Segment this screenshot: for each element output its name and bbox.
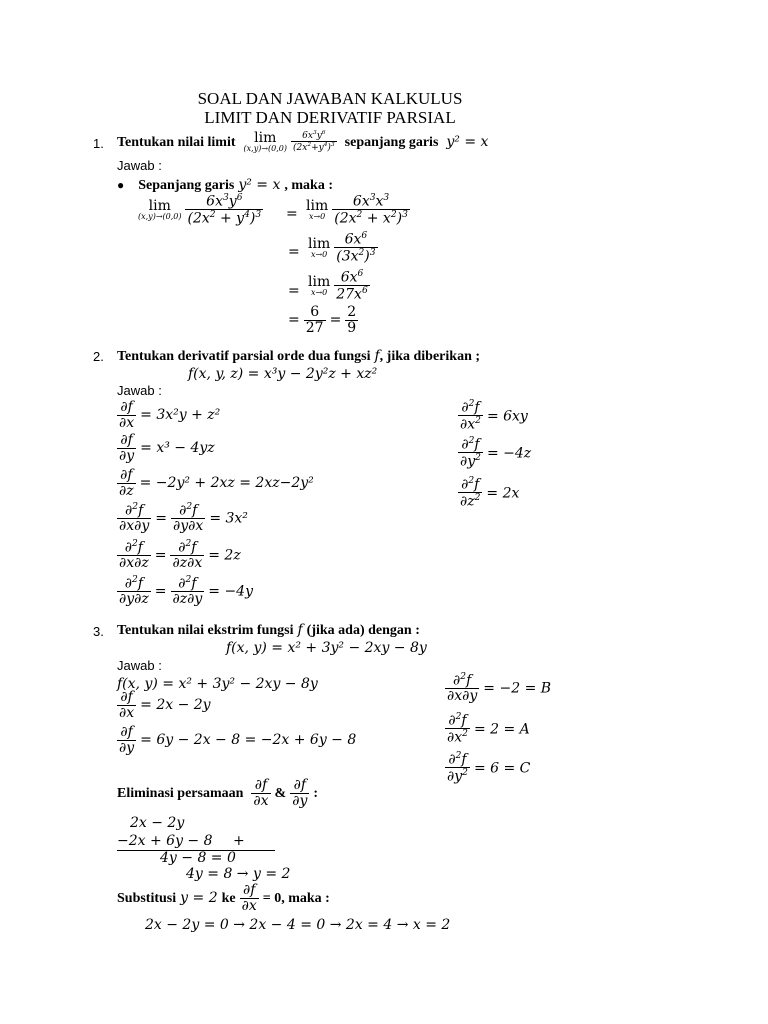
q3-elimination-heading: Eliminasi persamaan $\frac{\partial f}{\partial x}$ & $\frac{\partial f}{\partial y}$ : xyxy=(117,777,319,809)
question-3-number: 3. xyxy=(93,624,104,639)
question-3-prompt-text: Tentukan nilai ekstrim fungsi xyxy=(117,623,294,638)
question-2-number: 2. xyxy=(93,349,104,364)
question-1-prompt-after: sepanjang garis xyxy=(344,134,439,150)
limit-subscript: (x,y)→(0,0) xyxy=(243,143,288,153)
q2-fxx-value: = 6xy xyxy=(486,408,528,425)
q2-fz-value: = −2y² + 2xz = 2xz−2y² xyxy=(139,475,314,492)
question-1-number: 1. xyxy=(93,136,104,151)
question-1-limit-fraction: $\frac{6x^3y^6}{(2x^2+y^4)^3}$ xyxy=(293,130,335,154)
substitution-math: y = 2 xyxy=(180,890,218,907)
q1-step-1-lhs xyxy=(138,194,263,227)
q3-fx: $\frac{\partial f}{\partial x}$ = 2x − 2y xyxy=(119,689,211,721)
step-1-limit: lim (x,y)→(0,0) xyxy=(138,198,182,222)
q3-fxx: $\frac{\partial^2f}{\partial x^2}$ = 2 = A xyxy=(447,712,530,746)
q2-fx: $\frac{\partial f}{\partial x}$ = 3x²y + z² xyxy=(119,399,221,431)
q1-equals-1: = xyxy=(286,206,298,222)
q1-step-1-rhs: lim x→0 $\frac{6x^3x^3}{(2x^2 + x^2)^3}$ xyxy=(306,193,408,227)
document-title-line2: LIMIT DAN DERIVATIF PARSIAL xyxy=(204,108,456,127)
elimination-colon: : xyxy=(313,786,319,802)
question-1-answer-label: Jawab : xyxy=(117,158,162,173)
q1-step-3: lim x→0 $\frac{6x^6}{27x^6}$ xyxy=(308,269,368,303)
q2-fzz: $\frac{\partial^2f}{\partial z^2}$ = 2x xyxy=(460,476,520,510)
limit-word: lim xyxy=(254,129,277,146)
q2-fyy: $\frac{\partial^2f}{\partial y^2}$ = −4z xyxy=(460,436,532,470)
q2-fx-value: = 3x²y + z² xyxy=(140,407,221,424)
q2-fxz-value: = 2z xyxy=(208,547,241,564)
elimination-label: Eliminasi persamaan xyxy=(117,786,244,802)
question-1-prompt-text: Tentukan nilai limit xyxy=(117,134,236,150)
q2-fxy: $\frac{\partial^2f}{\partial x\partial y}$ = $\frac{\partial^2f}{\partial y\partial x}$ = 3x² xyxy=(119,502,248,535)
q2-fyy-value: = −4z xyxy=(486,445,532,462)
q3-fxy: $\frac{\partial^2f}{\partial x\partial y}$ = −2 = B xyxy=(447,672,552,705)
substitution-label: Substitusi xyxy=(117,891,177,907)
q1-step-2: lim x→0 $\frac{6x^6}{(3x^2)^3}$ xyxy=(308,231,376,265)
q1-step-4: = $\frac{6}{27}$ = $\frac{2}{9}$ xyxy=(288,304,357,336)
question-3-prompt-f: f xyxy=(297,622,303,638)
q3-function-line: f(x, y) = x² + 3y² − 2xy − 8y xyxy=(117,676,318,692)
q3-fxx-value: = 2 = A xyxy=(473,721,530,738)
question-3-prompt xyxy=(117,621,420,639)
question-3-answer-label: Jawab : xyxy=(117,658,162,673)
q3-substitution: Substitusi y = 2 ke $\frac{\partial f}{\partial x}$ = 0, maka : xyxy=(117,882,330,914)
substitution-end: = 0, maka : xyxy=(262,891,330,907)
question-1-path: y² = x xyxy=(446,133,489,150)
question-3-prompt-end: (jika ada) dengan : xyxy=(306,623,420,638)
elimination-plus-sign: + xyxy=(233,833,245,849)
question-2-prompt-f: f xyxy=(374,348,380,364)
question-2-prompt-text: Tentukan derivatif parsial orde dua fungsi xyxy=(117,349,371,364)
step-1-fraction: $\frac{6x^3y^6}{(2x^2 + y^4)^3}$ xyxy=(187,193,262,227)
question-1-limit xyxy=(244,131,287,154)
document-title-line1: SOAL DAN JAWABAN KALKULUS xyxy=(197,89,463,108)
elimination-row-2: −2x + 6y − 8 xyxy=(117,833,213,849)
elimination-row-4: 4y = 8 → y = 2 xyxy=(186,866,291,882)
q3-fxy-value: = −2 = B xyxy=(483,680,552,697)
q2-fz: $\frac{\partial f}{\partial z}$ = −2y² + 2xz = 2xz−2y² xyxy=(119,467,314,499)
bullet-math: y² = x xyxy=(238,177,281,193)
substitution-ke: ke xyxy=(221,891,236,907)
question-1-bullet xyxy=(117,176,333,194)
q2-fxx: $\frac{\partial^2f}{\partial x^2}$ = 6xy xyxy=(460,399,528,433)
elimination-amp: & xyxy=(274,786,287,802)
elimination-row-1: 2x − 2y xyxy=(130,815,185,831)
bullet-icon: ● xyxy=(117,178,125,192)
bullet-end: , maka : xyxy=(284,178,334,193)
q2-fyz: $\frac{\partial^2f}{\partial y\partial z}$ = $\frac{\partial^2f}{\partial z\partial y}$ = −4y xyxy=(119,575,253,608)
substitution-line: 2x − 2y = 0 → 2x − 4 = 0 → 2x = 4 → x = 2 xyxy=(145,917,451,933)
q3-fy-value: = 6y − 2x − 8 = −2x + 6y − 8 xyxy=(140,732,357,749)
q3-fyy-value: = 6 = C xyxy=(473,760,531,777)
q3-fy: $\frac{\partial f}{\partial y}$ = 6y − 2x − 8 = −2x + 6y − 8 xyxy=(119,724,357,756)
q2-fxy-value: = 3x² xyxy=(209,510,248,527)
question-2-answer-label: Jawab : xyxy=(117,383,162,398)
q1-equals-3: = xyxy=(288,283,300,299)
question-2-function: f(x, y, z) = x³y − 2y²z + xz² xyxy=(188,366,378,382)
q1-equals-2: = xyxy=(288,244,300,260)
question-1-prompt xyxy=(117,130,488,154)
q3-fx-value: = 2x − 2y xyxy=(140,697,211,714)
elimination-row-3: 4y − 8 = 0 xyxy=(160,850,236,866)
q2-fxz: $\frac{\partial^2f}{\partial x\partial z}$ = $\frac{\partial^2f}{\partial z\partial x}$ = 2z xyxy=(119,539,241,572)
question-2-prompt-end: , jika diberikan ; xyxy=(379,349,481,364)
q2-fy-value: = x³ − 4yz xyxy=(140,440,215,457)
q2-fzz-value: = 2x xyxy=(486,485,520,502)
q2-fyz-value: = −4y xyxy=(208,583,253,600)
bullet-text: Sepanjang garis xyxy=(138,178,235,193)
question-2-prompt xyxy=(117,347,480,365)
q3-fyy: $\frac{\partial^2f}{\partial y^2}$ = 6 = C xyxy=(447,751,531,785)
elimination-plus xyxy=(233,833,245,849)
q2-fy: $\frac{\partial f}{\partial y}$ = x³ − 4yz xyxy=(119,432,215,464)
question-3-function: f(x, y) = x² + 3y² − 2xy − 8y xyxy=(226,640,427,656)
